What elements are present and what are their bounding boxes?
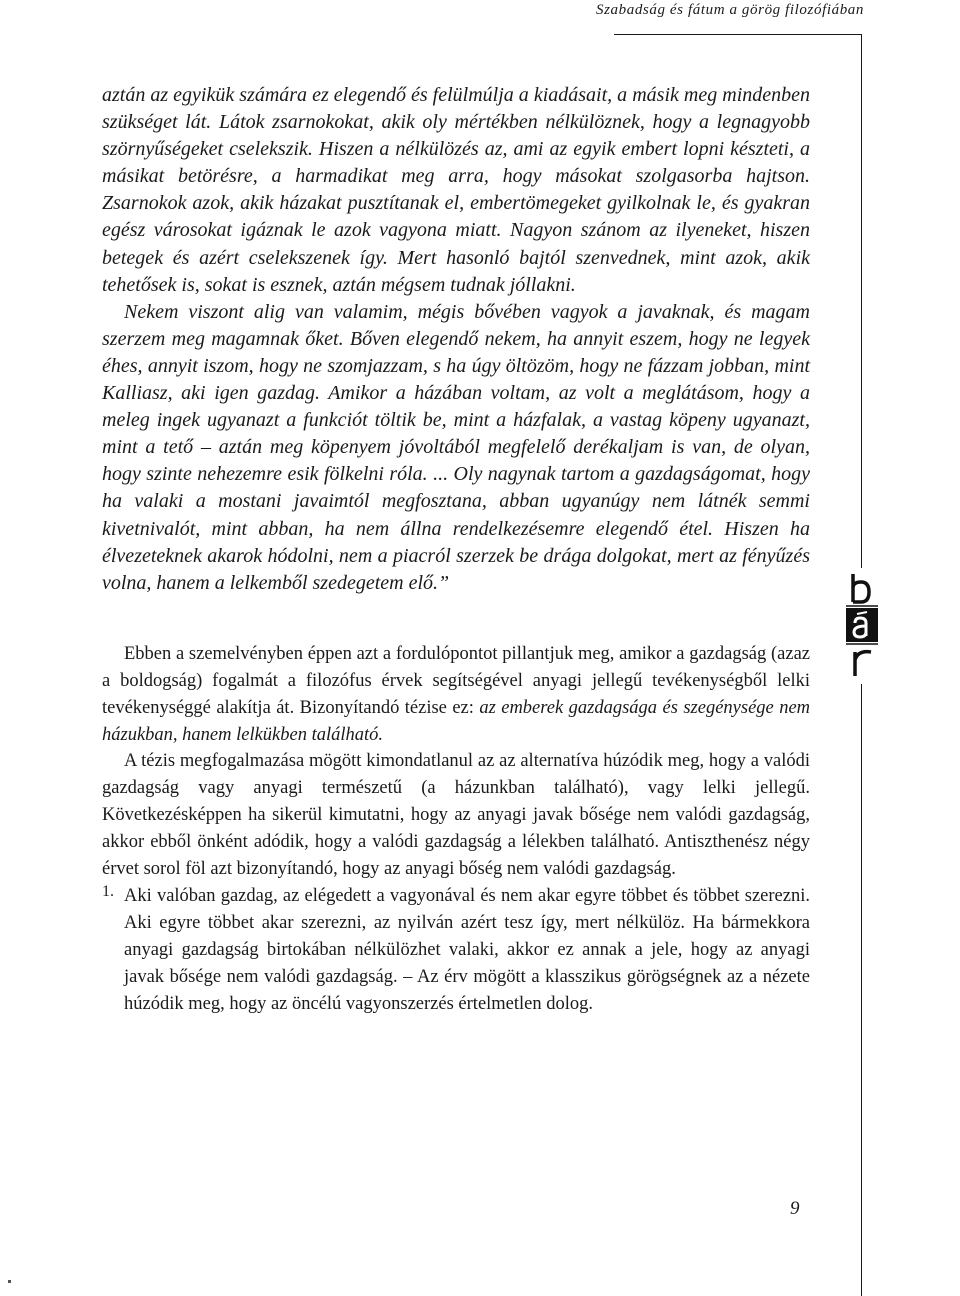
page-number: 9 (790, 1198, 800, 1219)
numbered-argument (102, 883, 810, 1018)
quotation-block (102, 82, 810, 597)
publisher-logo-icon (846, 568, 878, 684)
body-paragraph: A tézis megfogalmazása mögött kimondatlanul az az alternatíva húzódik meg, hogy a valódi gazdagság vagy anyagi természetű (a házunkban található), vagy lelki jellegű. Következésképpen ha sikerül kimutatni, hogy az anyagi javak bősége nem valódi gazdagság, akkor ebből önként adódik, hogy a valódi gazdagság a lélekben található. Antiszthenész négy érvet sorol föl azt bizonyítandó, hogy az anyagi bőség nem valódi gazdagság. (102, 751, 810, 880)
commentary (102, 641, 810, 1018)
thesis-statement: az emberek gazdagsága és szegénysége nem házukban, hanem lelkükben található. (102, 697, 811, 745)
scan-artifact (8, 1280, 11, 1283)
body-paragraph (102, 641, 810, 749)
running-title: Szabadság és fátum a görög filozófiában (596, 2, 864, 18)
argument-number: 1. (102, 882, 114, 900)
argument-text: Aki valóban gazdag, az elégedett a vagyonával és nem akar egyre többet és többet szerezni. Aki egyre többet akar szerezni, az nyilván azért tesz így, mert nélkülöz. Ha bármekkora anyagi gazdagság birtokában nélkülözhet valaki, akkor ez annak a jele, hogy az anyagi javak bősége nem valódi gazdagság. – Az érv mögött a klasszikus görögségnek az a nézete húzódik meg, hogy az öncélú vagyonszerzés értelmetlen dolog. (124, 885, 810, 1014)
main-text (102, 82, 810, 1017)
quote-paragraph: Nekem viszont alig van valamim, mégis bővében vagyok a javaknak, és magam szerzem meg magamnak őket. Bőven elegendő nekem, ha annyit eszem, hogy ne legyek éhes, annyit iszom, hogy ne szomjazzam, s ha úgy öltözöm, hogy ne fázzam jobban, mint Kalliasz, aki igen gazdag. Amikor a házában voltam, az volt a meglátásom, hogy a meleg ingek ugyanazt a funkciót töltik be, mint a házfalak, a vastag köpeny ugyanazt, mint a tető – aztán meg köpenyem jóvoltából megfelelő derékaljam is van, de olyan, hogy szinte nehezemre esik fölkelni róla. ... Oly nagynak tartom a gazdagságomat, hogy ha valaki a mostani javaimtól megfosztana, abban ugyanúgy nem látnék semmi kivetnivalót, mint abban, ha nem állna rendelkezésemre elegendő étel. Hiszen ha élvezeteknek akarok hódolni, nem a piacról szerzek be drága dolgokat, mert az fényűzés volna, hanem a lelkemből szedegetem elő.” (102, 300, 810, 594)
running-header (0, 0, 960, 50)
body-paragraph-intro: Ebben a szemelvényben éppen azt a fordulópontot pillantjuk meg, amikor a gazdagság (azaz a boldogság) fogalmát a filozófus érvek segítségével anyagi jellegű tevékenységből lelki tevékenységgé alakítja át. Bizonyítandó tézise ez: (102, 643, 810, 718)
quote-paragraph: aztán az egyikük számára ez elegendő és felülmúlja a kiadásait, a másik meg mindenben szükséget lát. Látok zsarnokokat, akik oly mértékben nélkülöznek, hogy a legnagyobb szörnyűségeket cselekszik. Hiszen a nélkülözés az, ami az egyik embert lopni készteti, a másikat betörésre, a harmadikat meg arra, hogy másokat szolgasorba hajtson. Zsarnokok azok, akik házakat pusztítanak el, embertömegeket gyilkolnak le, és gyakran egész városokat igáznak le azok vagyona miatt. Nagyon szánom az ilyeneket, hiszen betegek és azért cselekszenek így. Mert hasonló bajtól szenvednek, mint azok, akik tehetősek is, sokat is esznek, aztán mégsem tudnak jóllakni. (102, 84, 810, 296)
header-rule (614, 34, 862, 35)
